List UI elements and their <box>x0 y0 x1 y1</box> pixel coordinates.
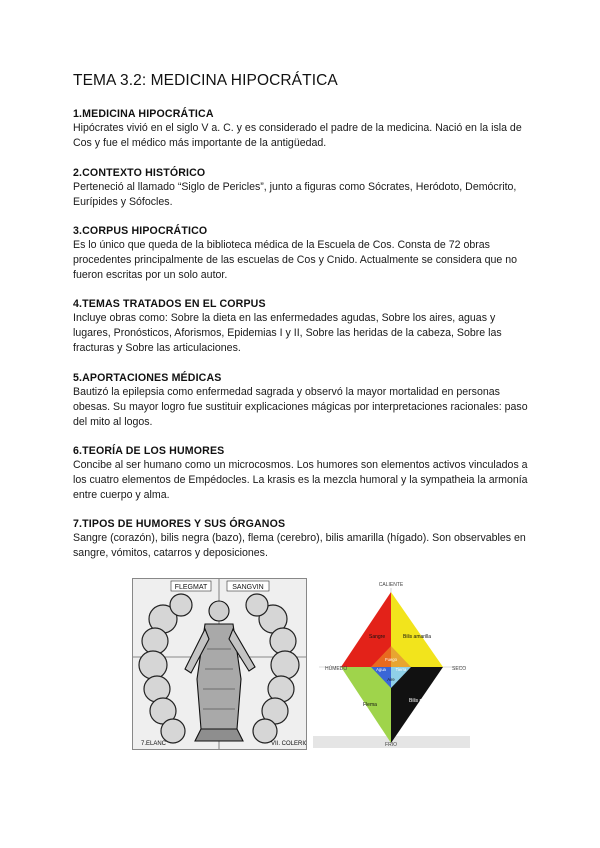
engraving-drawing <box>133 579 306 749</box>
label-flegmat: FLEGMAT <box>174 584 208 591</box>
label-bilis-negra: Bilis negra <box>409 698 433 704</box>
section-temas-tratados <box>73 297 533 355</box>
document-title: TEMA 3.2: MEDICINA HIPOCRÁTICA <box>73 72 338 89</box>
label-melanc: 7.ELANC <box>141 741 167 747</box>
label-sangre: Sangre <box>369 634 386 640</box>
axis-frio: FRIO <box>385 742 397 748</box>
section-body: Es lo único que queda de la biblioteca médica de la Escuela de Cos. Consta de 72 obras procedentes principalmente de las escuelas de Cos y Cnido. Actualmente se considera que no fueron escritas por un solo autor. <box>73 239 518 281</box>
label-aire: Aire <box>387 677 395 682</box>
section-aportaciones-medicas <box>73 371 533 429</box>
section-body: Perteneció al llamado “Siglo de Pericles”, junto a figuras como Sócrates, Heródoto, Demócrito, Eurípides y Sófocles. <box>73 181 517 208</box>
label-tierra: Tierra <box>395 667 407 672</box>
section-medicina-hipocratica <box>73 107 533 151</box>
label-agua: Agua <box>376 667 386 672</box>
section-body: Concibe al ser humano como un microcosmos. Los humores son elementos activos vinculados a los cuatro elementos de Empédocles. La krasis es la mezcla humoral y la sympatheia la armonía entre cuerpo y alma. <box>73 459 528 501</box>
label-sanguin: SANGVIN <box>232 584 264 591</box>
section-heading: 5.APORTACIONES MÉDICAS <box>73 372 222 384</box>
section-heading: 3.CORPUS HIPOCRÁTICO <box>73 225 208 237</box>
humors-diamond-diagram <box>313 578 470 748</box>
section-heading: 7.TIPOS DE HUMORES Y SUS ÓRGANOS <box>73 518 286 530</box>
label-flema: Flema <box>363 702 377 708</box>
label-bilis-amarilla: Bilis amarilla <box>403 634 432 640</box>
section-heading: 2.CONTEXTO HISTÓRICO <box>73 167 206 179</box>
section-heading: 1.MEDICINA HIPOCRÁTICA <box>73 108 214 120</box>
temperaments-engraving <box>132 578 307 750</box>
section-corpus-hipocratico <box>73 224 533 282</box>
section-teoria-humores <box>73 444 533 502</box>
section-heading: 6.TEORÍA DE LOS HUMORES <box>73 445 225 457</box>
axis-caliente: CALIENTE <box>378 582 404 588</box>
section-body: Sangre (corazón), bilis negra (bazo), flema (cerebro), bilis amarilla (hígado). Son observables en sangre, vómitos, catarros y deposiciones. <box>73 532 526 559</box>
section-tipos-humores <box>73 517 533 561</box>
section-body: Bautizó la epilepsia como enfermedad sagrada y observó la mayor mortalidad en personas obesas. Su mayor logro fue sustituir explicaciones mágicas por interpretaciones racionales: paso del mito al logos. <box>73 386 528 428</box>
axis-humedo: HÚMEDO <box>325 666 348 672</box>
axis-seco: SECO <box>452 666 467 672</box>
section-body: Incluye obras como: Sobre la dieta en las enfermedades agudas, Sobre los aires, aguas y lugares, Pronósticos, Aforismos, Epidemias I y II, Sobre las heridas de la cabeza, Sobre las fracturas y Sobre las articulaciones. <box>73 312 502 354</box>
section-heading: 4.TEMAS TRATADOS EN EL CORPUS <box>73 298 266 310</box>
label-coleric: VII. COLERIC <box>271 741 306 747</box>
section-body: Hipócrates vivió en el siglo V a. C. y es considerado el padre de la medicina. Nació en la isla de Cos y fue el médico más importante de la antigüedad. <box>73 122 522 149</box>
humors-diagram <box>313 578 470 748</box>
label-fuego: Fuego <box>385 657 397 662</box>
section-contexto-historico <box>73 166 533 210</box>
